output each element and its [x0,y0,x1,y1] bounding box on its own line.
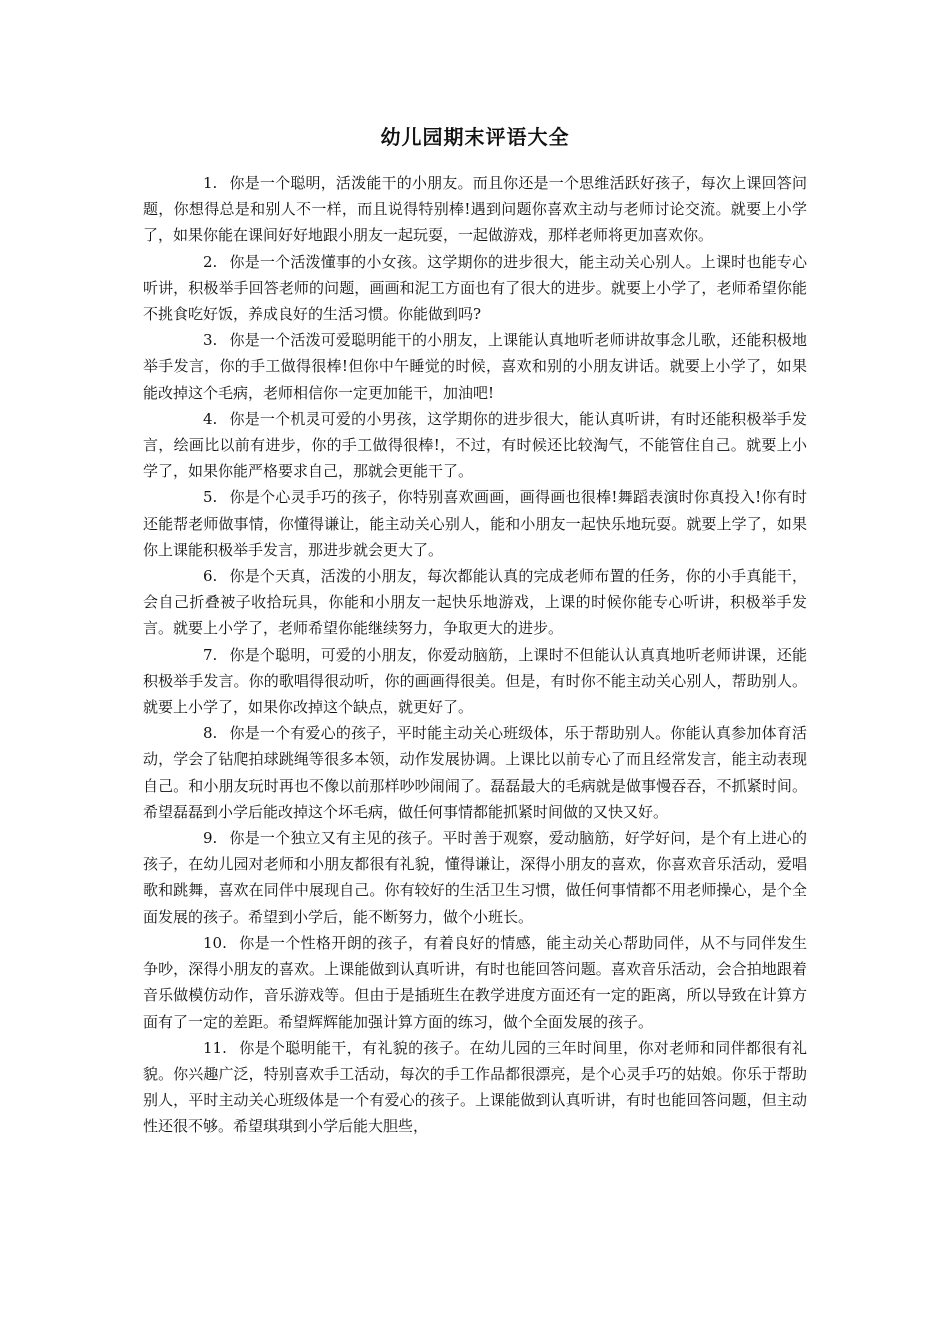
document-body [143,170,807,1140]
paragraph-text: 你是一个独立又有主见的孩子。平时善于观察，爱动脑筋，好学好问，是个有上进心的孩子，在幼儿园对老师和小朋友都很有礼貌，懂得谦让，深得小朋友的喜欢，你喜欢音乐活动，爱唱歌和跳舞，喜欢在同伴中展现自己。你有较好的生活卫生习惯，做任何事情都不用老师操心，是个全面发展的孩子。希望到小学后，能不断努力，做个小班长。 [143,829,807,926]
paragraph-2 [143,249,807,328]
paragraph-10 [143,930,807,1035]
paragraph-11 [143,1035,807,1140]
paragraph-text: 你是一个性格开朗的孩子，有着良好的情感，能主动关心帮助同伴，从不与同伴发生争吵，深得小朋友的喜欢。上课能做到认真听讲，有时也能回答问题。喜欢音乐活动，会合拍地跟着音乐做模仿动作，音乐游戏等。但由于是插班生在教学进度方面还有一定的距离，所以导致在计算方面有了一定的差距。希望辉辉能加强计算方面的练习，做个全面发展的孩子。 [143,933,807,1031]
paragraph-text: 你是一个机灵可爱的小男孩，这学期你的进步很大，能认真听讲，有时还能积极举手发言，绘画比以前有进步，你的手工做得很棒!，不过，有时候还比较淘气，不能管住自己。就要上小学了，如果你能严格要求自己，那就会更能干了。 [143,409,807,481]
paragraph-number: 11. [203,1038,227,1057]
paragraph-4 [143,406,807,485]
paragraph-text: 你是个聪明，可爱的小朋友，你爱动脑筋，上课时不但能认认真真地听老师讲课，还能积极举手发言。你的歌唱得很动听，你的画画得很美。但是，有时你不能主动关心别人，帮助别人。就要上小学了，如果你改掉这个缺点，就更好了。 [143,645,807,717]
paragraph-number: 4. [203,409,218,428]
paragraph-number: 6. [203,567,218,586]
paragraph-number: 5. [203,488,218,507]
paragraph-text: 你是一个活泼可爱聪明能干的小朋友，上课能认真地听老师讲故事念儿歌，还能积极地举手发言，你的手工做得很棒!但你中午睡觉的时候，喜欢和别的小朋友讲话。就要上小学了，如果能改掉这个毛病，老师相信你一定更加能干，加油吧! [143,331,807,402]
paragraph-text: 你是一个活泼懂事的小女孩。这学期你的进步很大，能主动关心别人。上课时也能专心听讲，积极举手回答老师的问题，画画和泥工方面也有了很大的进步。就要上小学了，老师希望你能不挑食吃好饭，养成良好的生活习惯。你能做到吗? [143,252,807,324]
paragraph-7 [143,642,807,721]
paragraph-number: 8. [203,724,218,743]
paragraph-text: 你是一个聪明，活泼能干的小朋友。而且你还是一个思维活跃好孩子，每次上课回答问题，你想得总是和别人不一样，而且说得特别棒!遇到问题你喜欢主动与老师讨论交流。就要上小学了，如果你能在课间好好地跟小朋友一起玩耍，一起做游戏，那样老师将更加喜欢你。 [143,174,807,245]
paragraph-text: 你是个聪明能干，有礼貌的孩子。在幼儿园的三年时间里，你对老师和同伴都很有礼貌。你兴趣广泛，特别喜欢手工活动，每次的手工作品都很漂亮，是个心灵手巧的姑娘。你乐于帮助别人，平时主动关心班级体是一个有爱心的孩子。上课能做到认真听讲，有时也能回答问题，但主动性还很不够。希望琪琪到小学后能大胆些， [143,1038,807,1136]
document-title: 幼儿园期末评语大全 [380,125,570,149]
paragraph-6 [143,563,807,642]
paragraph-number: 2. [203,252,218,271]
paragraph-number: 7. [203,645,218,664]
paragraph-8 [143,720,807,825]
paragraph-number: 9. [203,829,218,848]
paragraph-text: 你是个心灵手巧的孩子，你特别喜欢画画，画得画也很棒!舞蹈表演时你真投入!你有时还能帮老师做事情，你懂得谦让，能主动关心别人，能和小朋友一起快乐地玩耍。就要上学了，如果你上课能积极举手发言，那进步就会更大了。 [143,488,807,559]
paragraph-1 [143,170,807,249]
paragraph-number: 3. [203,331,218,350]
paragraph-number: 10. [203,933,227,952]
paragraph-5 [143,484,807,563]
paragraph-3 [143,327,807,406]
paragraph-text: 你是个天真，活泼的小朋友，每次都能认真的完成老师布置的任务，你的小手真能干，会自己折叠被子收拾玩具，你能和小朋友一起快乐地游戏，上课的时候你能专心听讲，积极举手发言。就要上小学了，老师希望你能继续努力，争取更大的进步。 [143,567,807,638]
paragraph-text: 你是一个有爱心的孩子，平时能主动关心班级体，乐于帮助别人。你能认真参加体育活动，学会了钻爬拍球跳绳等很多本领，动作发展协调。上课比以前专心了而且经常发言，能主动表现自己。和小朋友玩时再也不像以前那样吵吵闹闹了。磊磊最大的毛病就是做事慢吞吞，不抓紧时间。希望磊磊到小学后能改掉这个坏毛病，做任何事情都能抓紧时间做的又快又好。 [143,724,807,821]
paragraph-number: 1. [203,174,218,192]
paragraph-9 [143,825,807,930]
